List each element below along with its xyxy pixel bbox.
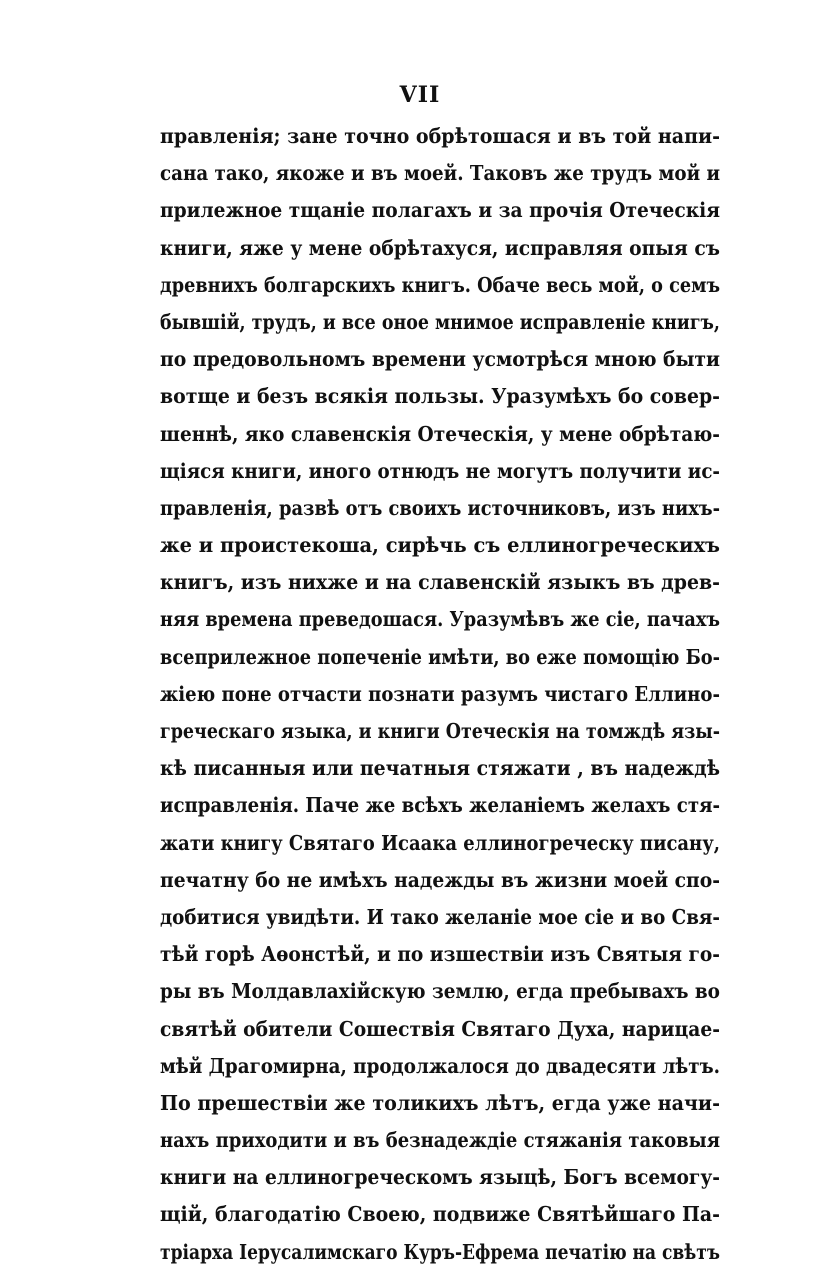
text-line: кѣ писанныя или печатныя стяжати , въ надеждѣ [160, 756, 720, 781]
text-line: тріарха Iерусалимскаго Куръ-Ефрема печатію на свѣтъ [160, 1239, 720, 1264]
text-line: исправленія. Паче же всѣхъ желаніемъ желахъ стя- [160, 793, 721, 818]
text-line: добитися увидѣти. И тако желаніе мое сіе и во Свя- [160, 904, 720, 929]
text-line: по предовольномъ времени усмотрѣся мною быти [160, 347, 720, 372]
text-line: всеприлежное попеченіе имѣти, во еже помощію Бо- [160, 644, 721, 669]
text-line: вотще и безъ всякія пользы. Уразумѣхъ бо совер- [160, 384, 720, 409]
text-line: щій, благодатію Своею, подвиже Святѣйшаго Па- [160, 1202, 720, 1227]
text-line: жати книгу Святаго Исаака еллиногреческу писану, [160, 830, 721, 855]
text-line: тѣй горѣ Аѳонстѣй, и по изшествіи изъ Святыя го- [160, 942, 721, 967]
text-line: древнихъ болгарскихъ книгъ. Обаче весь мой, о семъ [160, 272, 721, 297]
text-line: прилежное тщаніе полагахъ и за прочія Отеческія [160, 198, 721, 223]
text-line: святѣй обители Сошествія Святаго Духа, нарицае- [160, 1016, 721, 1041]
text-line: печатну бо не имѣхъ надежды въ жизни моей спо- [160, 867, 721, 892]
text-line: правленія, развѣ отъ своихъ источниковъ, изъ нихъ- [160, 495, 721, 520]
text-line: правленія; зане точно обрѣтошася и въ той напи- [160, 124, 721, 148]
text-line: сана тако, якоже и въ моей. Таковъ же трудъ мой и [160, 161, 721, 186]
body-text [160, 118, 720, 1271]
text-line: По прешествіи же толикихъ лѣтъ, егда уже начи- [160, 1090, 721, 1115]
text-line: книги, яже у мене обрѣтахуся, исправляя опыя съ [160, 235, 721, 260]
text-line: греческаго языка, и книги Отеческія на томждѣ язы- [160, 719, 721, 743]
text-line: няя времена преведошася. Уразумѣвъ же сіе, пачахъ [160, 607, 721, 632]
text-line: щіяся книги, иного отнюдъ не могутъ получити ис- [160, 458, 721, 483]
text-line: жіею поне отчасти познати разумъ чистаго Еллино- [160, 681, 720, 706]
text-line: книгъ, изъ нихже и на славенскій языкъ въ древ- [160, 570, 721, 595]
text-line: же и проистекоша, сирѣчь съ еллиногреческихъ [160, 533, 720, 558]
text-line: мѣй Драгомирна, продолжалося до двадесяти лѣтъ. [160, 1053, 720, 1078]
text-line: бывшій, трудъ, и все оное мнимое исправленіе книгъ, [160, 309, 721, 334]
text-line: нахъ приходити и въ безнадеждіе стяжанія таковыя [160, 1128, 720, 1153]
text-line: шеннѣ, яко славенскія Отеческія, у мене обрѣтаю- [160, 421, 721, 446]
page-number: VII [399, 82, 441, 108]
text-line: ры въ Молдавлахійскую землю, егда пребывахъ во [160, 979, 720, 1004]
text-line: книги на еллиногреческомъ языцѣ, Богъ всемогу- [160, 1165, 721, 1190]
